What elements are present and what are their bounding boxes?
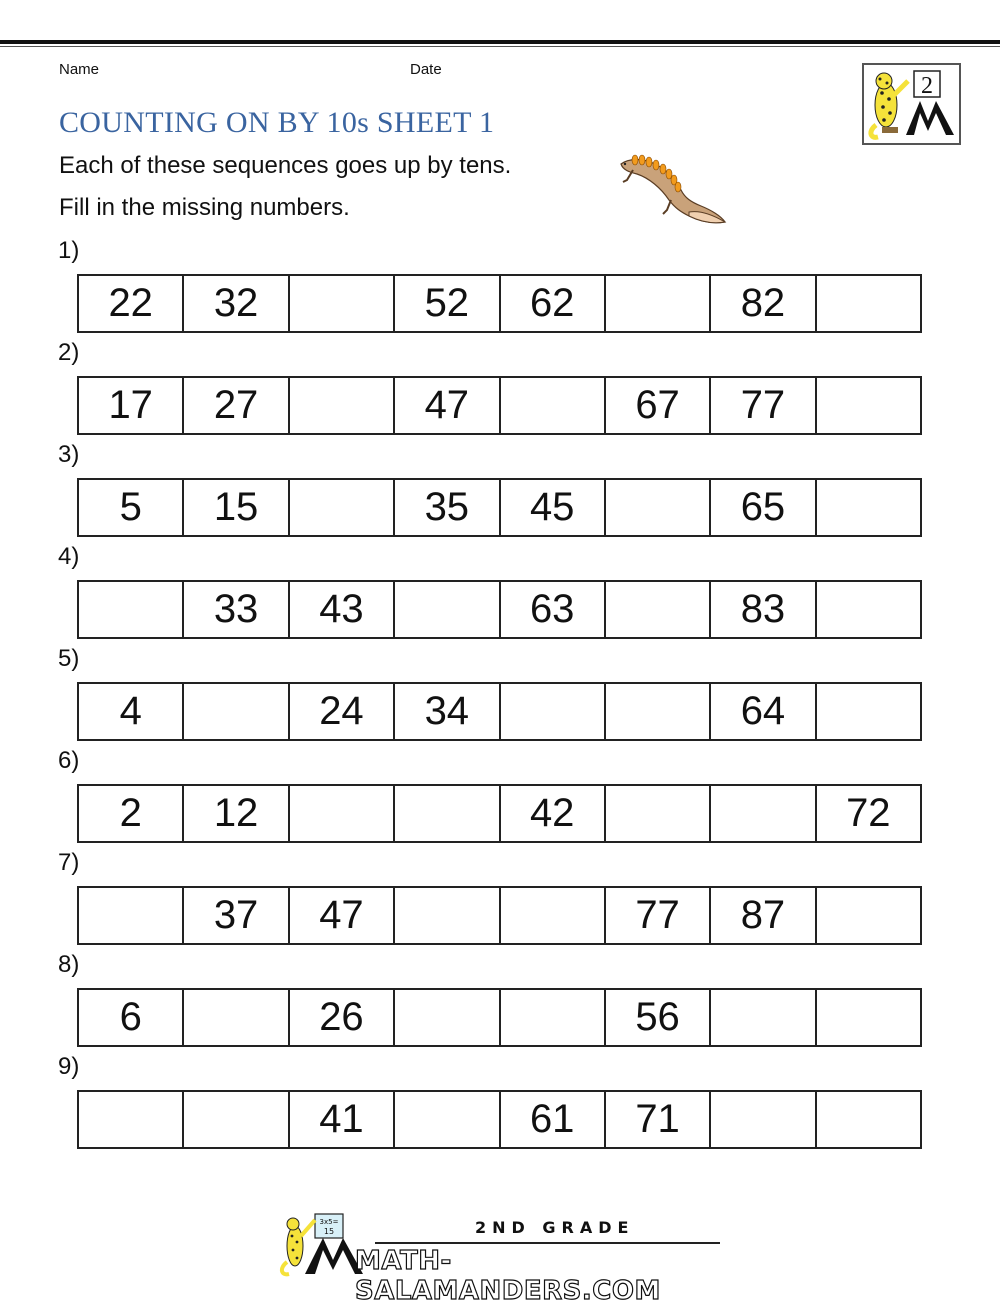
sequence-cell[interactable]: 17 [79, 378, 184, 433]
footer-site-logo [275, 1210, 730, 1306]
sequence-cell[interactable]: 64 [711, 684, 816, 739]
sequence-cell[interactable] [290, 786, 395, 841]
sequence-cell[interactable] [711, 1092, 816, 1147]
sequence-row-3 [77, 478, 922, 537]
sequence-cell[interactable] [817, 582, 920, 637]
sequence-cell[interactable] [817, 684, 920, 739]
instruction-line-1: Each of these sequences goes up by tens. [59, 152, 512, 179]
sequence-cell[interactable]: 12 [184, 786, 289, 841]
sequence-cell[interactable]: 5 [79, 480, 184, 535]
sequence-cell[interactable]: 27 [184, 378, 289, 433]
salamander-illustration-icon [615, 152, 730, 230]
question-label-8: 8) [58, 951, 80, 978]
sequence-cell[interactable] [395, 582, 500, 637]
svg-text:3x5=: 3x5= [319, 1218, 339, 1226]
top-border-rule [0, 40, 1000, 44]
sequence-row-8 [77, 988, 922, 1047]
sequence-cell[interactable] [501, 684, 606, 739]
sequence-cell[interactable]: 87 [711, 888, 816, 943]
sequence-cell[interactable] [184, 990, 289, 1045]
salamander-teacher-icon [864, 65, 959, 143]
date-label: Date [410, 61, 442, 78]
sequence-cell[interactable]: 32 [184, 276, 289, 331]
question-label-2: 2) [58, 339, 80, 366]
sequence-cell[interactable] [395, 786, 500, 841]
question-label-7: 7) [58, 849, 80, 876]
sequence-cell[interactable]: 65 [711, 480, 816, 535]
grade-logo [862, 63, 961, 145]
sequence-cell[interactable] [501, 378, 606, 433]
sequence-cell[interactable] [817, 480, 920, 535]
sequence-row-2 [77, 376, 922, 435]
sequence-cell[interactable] [606, 786, 711, 841]
sequence-cell[interactable]: 77 [606, 888, 711, 943]
sequence-cell[interactable] [606, 480, 711, 535]
sequence-cell[interactable] [184, 684, 289, 739]
sequence-cell[interactable] [395, 888, 500, 943]
sequence-row-4 [77, 580, 922, 639]
sequence-row-5 [77, 682, 922, 741]
sequence-cell[interactable]: 26 [290, 990, 395, 1045]
sequence-cell[interactable]: 34 [395, 684, 500, 739]
page-title: COUNTING ON BY 10s SHEET 1 [59, 106, 495, 139]
sequence-cell[interactable]: 56 [606, 990, 711, 1045]
sequence-cell[interactable]: 22 [79, 276, 184, 331]
sequence-cell[interactable]: 63 [501, 582, 606, 637]
sequence-cell[interactable] [79, 582, 184, 637]
sequence-cell[interactable]: 43 [290, 582, 395, 637]
sequence-cell[interactable]: 52 [395, 276, 500, 331]
sequence-cell[interactable]: 6 [79, 990, 184, 1045]
sequence-cell[interactable] [817, 990, 920, 1045]
footer-grade-text: 2ND GRADE [475, 1218, 635, 1237]
sequence-cell[interactable] [817, 378, 920, 433]
sequence-row-1 [77, 274, 922, 333]
sequence-cell[interactable] [606, 684, 711, 739]
svg-text:2: 2 [921, 73, 933, 99]
svg-text:15: 15 [323, 1227, 335, 1236]
sequence-cell[interactable] [395, 1092, 500, 1147]
sequence-cell[interactable]: 24 [290, 684, 395, 739]
sequence-cell[interactable] [711, 990, 816, 1045]
question-label-5: 5) [58, 645, 80, 672]
instruction-line-2: Fill in the missing numbers. [59, 194, 350, 221]
sequence-row-9 [77, 1090, 922, 1149]
sequence-cell[interactable]: 71 [606, 1092, 711, 1147]
sequence-cell[interactable]: 82 [711, 276, 816, 331]
sequence-cell[interactable]: 41 [290, 1092, 395, 1147]
sequence-cell[interactable] [606, 582, 711, 637]
sequence-cell[interactable]: 77 [711, 378, 816, 433]
sequence-row-6 [77, 784, 922, 843]
sequence-cell[interactable] [711, 786, 816, 841]
sequence-cell[interactable]: 67 [606, 378, 711, 433]
sequence-cell[interactable]: 47 [290, 888, 395, 943]
sequence-cell[interactable]: 15 [184, 480, 289, 535]
footer-divider [375, 1242, 720, 1244]
sequence-cell[interactable] [501, 888, 606, 943]
sequence-cell[interactable] [79, 888, 184, 943]
sequence-cell[interactable] [395, 990, 500, 1045]
name-label: Name [59, 61, 100, 78]
question-label-9: 9) [58, 1053, 80, 1080]
sequence-cell[interactable]: 42 [501, 786, 606, 841]
sequence-cell[interactable] [290, 480, 395, 535]
sequence-cell[interactable] [290, 378, 395, 433]
sequence-cell[interactable]: 33 [184, 582, 289, 637]
sequence-cell[interactable]: 4 [79, 684, 184, 739]
sequence-cell[interactable]: 45 [501, 480, 606, 535]
sequence-cell[interactable]: 62 [501, 276, 606, 331]
sequence-cell[interactable]: 37 [184, 888, 289, 943]
sequence-cell[interactable]: 61 [501, 1092, 606, 1147]
sequence-cell[interactable] [501, 990, 606, 1045]
sequence-cell[interactable]: 83 [711, 582, 816, 637]
question-label-3: 3) [58, 441, 80, 468]
sequence-cell[interactable] [79, 1092, 184, 1147]
sequence-cell[interactable] [817, 276, 920, 331]
question-label-4: 4) [58, 543, 80, 570]
sequence-cell[interactable] [817, 1092, 920, 1147]
top-border-rule-thin [0, 46, 1000, 47]
sequence-cell[interactable]: 2 [79, 786, 184, 841]
question-label-1: 1) [58, 237, 80, 264]
sequence-cell[interactable]: 72 [846, 791, 891, 835]
salamander-teacher-footer-icon [275, 1210, 365, 1278]
sequence-cell[interactable]: 47 [395, 378, 500, 433]
sequence-cell[interactable] [606, 276, 711, 331]
sequence-row-7 [77, 886, 922, 945]
sequence-cell[interactable]: 35 [395, 480, 500, 535]
sequence-cell[interactable] [290, 276, 395, 331]
footer-site-name: MATH-SALAMANDERS.COM [355, 1246, 661, 1306]
sequence-cell[interactable] [184, 1092, 289, 1147]
question-label-6: 6) [58, 747, 80, 774]
sequence-cell[interactable] [817, 888, 920, 943]
